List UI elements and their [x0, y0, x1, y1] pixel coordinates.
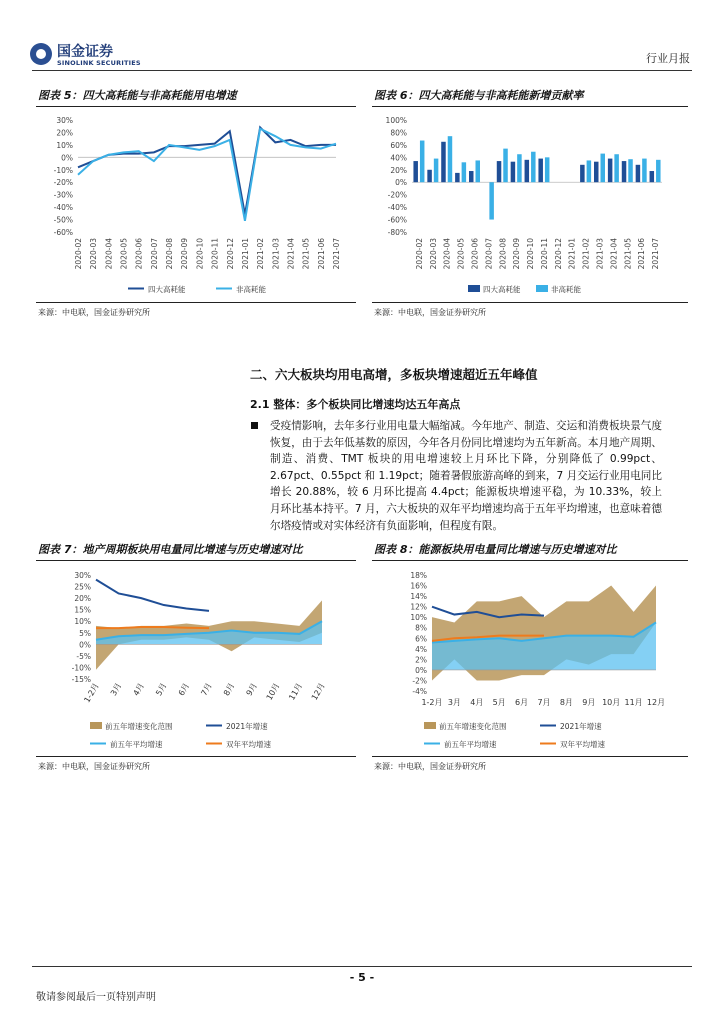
- fig7-xtick-label: 7月: [199, 681, 214, 698]
- bullet-square-icon: [251, 422, 258, 429]
- fig6-xtick-label: 2020-04: [442, 238, 452, 270]
- fig6-ytick-label: 60%: [390, 140, 407, 150]
- fig6-bar: [545, 157, 550, 182]
- fig7-xtick-label: 6月: [176, 681, 192, 698]
- fig7-ytick-label: -5%: [76, 651, 91, 661]
- fig5-ytick-label: -40%: [53, 203, 73, 213]
- fig6-chart: [372, 110, 688, 300]
- fig5-xtick-label: 2021-03: [271, 238, 281, 270]
- fig8-xtick-label: 1-2月: [421, 698, 443, 707]
- header-divider: [32, 70, 692, 71]
- fig7-ytick-label: 10%: [74, 617, 91, 627]
- fig5-chart: [36, 110, 356, 300]
- fig6-xtick-label: 2020-02: [414, 238, 424, 270]
- fig6-bar: [594, 162, 599, 183]
- logo-brand-en: SINOLINK SECURITIES: [57, 59, 141, 67]
- fig6-xtick-label: 2020-09: [512, 238, 522, 270]
- fig7-ytick-label: 25%: [74, 582, 91, 592]
- fig6-legend-swatch: [536, 285, 548, 292]
- fig7-xtick-label: 12月: [309, 681, 327, 702]
- fig7-chart: [36, 564, 356, 754]
- fig7-xtick-label: 11月: [287, 681, 305, 702]
- fig6-xtick-label: 2021-07: [651, 238, 661, 270]
- fig7-legend-label: 前五年平均增速: [110, 740, 163, 749]
- fig8-xtick-label: 10月: [602, 698, 621, 707]
- fig7-xtick-label: 1-2月: [82, 681, 101, 705]
- fig6-xtick-label: 2020-08: [498, 238, 508, 270]
- fig6-legend-label: 四大高耗能: [483, 285, 521, 294]
- subsection-title: 2.1 整体：多个板块同比增速均达五年高点: [250, 398, 461, 411]
- fig6-xtick-label: 2021-02: [581, 238, 591, 270]
- fig7-ytick-label: 20%: [74, 594, 91, 604]
- fig6-xtick-label: 2020-07: [484, 238, 494, 270]
- fig8-ytick-label: 16%: [410, 581, 427, 591]
- fig7-ytick-label: -10%: [71, 663, 91, 673]
- fig7-xtick-label: 9月: [244, 681, 259, 698]
- fig6-ytick-label: 20%: [390, 165, 407, 175]
- fig6-xtick-label: 2021-01: [567, 238, 577, 270]
- fig6-bar: [601, 154, 606, 183]
- fig8-xtick-label: 7月: [537, 698, 551, 707]
- fig6-ytick-label: 100%: [385, 116, 407, 125]
- fig8-source: 来源：中电联，国金证券研究所: [374, 762, 486, 771]
- fig7-xtick-label: 4月: [131, 681, 146, 698]
- fig5-xtick-label: 2020-09: [180, 238, 190, 270]
- fig5-xtick-label: 2021-02: [256, 238, 266, 270]
- fig6-source: 来源：中电联，国金证券研究所: [374, 308, 486, 317]
- fig6-bar: [427, 170, 432, 182]
- fig5-xtick-label: 2021-06: [316, 238, 326, 270]
- fig8-bottom-rule: [372, 756, 688, 757]
- fig5-legend-label: 四大高耗能: [148, 285, 186, 294]
- fig8-xtick-label: 4月: [470, 698, 484, 707]
- fig8-legend-label: 双年平均增速: [560, 740, 605, 749]
- fig5-xtick-label: 2021-05: [301, 238, 311, 270]
- fig6-bar: [614, 154, 619, 182]
- fig6-bar: [622, 161, 627, 182]
- fig5-xtick-label: 2021-01: [240, 238, 250, 270]
- fig5-xtick-label: 2020-11: [210, 238, 220, 270]
- fig6-bar: [441, 142, 446, 182]
- fig7-source: 来源：中电联，国金证券研究所: [38, 762, 150, 771]
- fig5-title: 图表 5：四大高耗能与非高耗能用电增速: [38, 89, 237, 102]
- logo-brand-cn: 国金证券: [57, 44, 113, 60]
- fig6-bar: [413, 161, 418, 182]
- fig5-xtick-label: 2021-04: [286, 238, 296, 270]
- fig8-ytick-label: 4%: [415, 644, 427, 654]
- fig7-bottom-rule: [36, 756, 356, 757]
- fig8-xtick-label: 11月: [624, 698, 643, 707]
- fig6-bar: [650, 171, 655, 182]
- fig5-xtick-label: 2020-10: [195, 238, 205, 270]
- fig5-xtick-label: 2020-05: [119, 238, 129, 270]
- section-title: 二、六大板块均用电高增，多板块增速超近五年峰值: [250, 367, 538, 382]
- fig6-ytick-label: -40%: [387, 203, 407, 213]
- fig6-legend-label: 非高耗能: [551, 285, 581, 294]
- fig5-series-line-1: [78, 127, 336, 214]
- fig8-ytick-label: 6%: [415, 634, 427, 644]
- fig6-bar: [517, 154, 522, 182]
- body-paragraph: 受疫情影响，去年多行业用电量大幅缩减。今年地产、制造、交运和消费板块景气度恢复，由于去年低基数的原因，今年各月份同比增速均为五年新高。本月地产周期、制造、消费、TMT 板块的用电增速较上月环比下降，分别降低了 0.99pct、2.67pct、0.55pct 和 1.19pct；随着暑假旅游高峰的到来，7 月交运行业用电同比增长 20.88%，较 6 月环比提高 4.4pct；能源板块增速平稳，为 10.33%，较上月环比基本持平。7 月，六大板块的双年平均增速均高于五年平均增速，也意味着德尔塔疫情或对实体经济有负面影响，但程度有限。: [270, 420, 662, 532]
- fig5-xtick-label: 2020-12: [225, 238, 235, 270]
- fig8-ytick-label: -2%: [412, 676, 427, 686]
- fig8-xtick-label: 8月: [559, 698, 573, 707]
- fig6-bar: [628, 159, 633, 182]
- fig6-bottom-rule: [372, 302, 688, 303]
- fig6-xtick-label: 2021-03: [595, 238, 605, 270]
- fig6-bar: [497, 161, 502, 182]
- fig5-ytick-label: -30%: [53, 190, 73, 200]
- fig7-ytick-label: 0%: [79, 640, 91, 650]
- fig8-xtick-label: 9月: [582, 698, 596, 707]
- fig7-xtick-label: 8月: [221, 681, 237, 698]
- fig6-title: 图表 6：四大高耗能与非高耗能新增贡献率: [374, 89, 584, 102]
- fig6-ytick-label: 40%: [390, 153, 407, 163]
- sinolink-logo: [30, 41, 150, 69]
- fig5-bottom-rule: [36, 302, 356, 303]
- fig5-xtick-label: 2020-04: [104, 238, 114, 270]
- fig6-bar: [511, 162, 516, 183]
- fig8-legend-swatch: [424, 722, 436, 729]
- fig6-bar: [525, 160, 530, 182]
- fig5-ytick-label: 20%: [56, 128, 73, 138]
- fig7-xtick-label: 3月: [108, 681, 124, 698]
- fig8-legend-label: 2021年增速: [560, 722, 602, 731]
- fig5-ytick-label: 10%: [56, 140, 73, 150]
- fig6-legend-swatch: [468, 285, 480, 292]
- fig6-bar: [636, 165, 641, 182]
- fig8-legend-label: 前五年增速变化范围: [439, 722, 507, 731]
- fig7-xtick-label: 5月: [154, 681, 169, 698]
- fig6-xtick-label: 2020-12: [553, 238, 563, 270]
- page-number: - 5 -: [349, 971, 375, 984]
- fig8-ytick-label: 8%: [415, 623, 427, 633]
- fig6-bar: [434, 159, 438, 183]
- fig6-bar: [538, 159, 543, 183]
- fig5-ytick-label: -10%: [53, 165, 73, 175]
- fig6-ytick-label: -20%: [387, 190, 407, 200]
- fig7-xtick-label: 10月: [264, 681, 282, 702]
- fig6-xtick-label: 2021-05: [623, 238, 633, 270]
- fig8-chart: [372, 564, 688, 754]
- fig6-xtick-label: 2020-05: [456, 238, 466, 270]
- fig6-bar: [503, 149, 508, 183]
- footer-divider: [32, 966, 692, 967]
- fig5-xtick-label: 2020-08: [165, 238, 175, 270]
- fig8-xtick-label: 12月: [646, 698, 666, 707]
- fig6-bar: [587, 160, 592, 182]
- fig7-legend-swatch: [90, 722, 102, 729]
- fig5-ytick-label: 0%: [61, 153, 73, 163]
- fig6-ytick-label: 0%: [395, 178, 407, 188]
- fig6-ytick-label: -80%: [387, 228, 407, 237]
- fig7-ytick-label: 15%: [74, 605, 91, 615]
- document-type-label: 行业月报: [646, 52, 690, 65]
- fig8-ytick-label: 18%: [410, 571, 427, 580]
- fig7-legend-label: 前五年增速变化范围: [105, 722, 173, 731]
- fig6-xtick-label: 2020-10: [526, 238, 536, 270]
- fig5-source: 来源：中电联，国金证券研究所: [38, 308, 150, 317]
- disclaimer-note: 敬请参阅最后一页特别声明: [36, 992, 156, 1003]
- fig5-xtick-label: 2020-02: [74, 238, 83, 270]
- logo-mark-icon: [30, 43, 52, 65]
- fig6-bar: [455, 173, 460, 182]
- fig8-ytick-label: 12%: [410, 602, 427, 612]
- fig5-legend-label: 非高耗能: [236, 285, 266, 294]
- fig8-legend-label: 前五年平均增速: [444, 740, 497, 749]
- fig6-bar: [476, 160, 481, 182]
- fig7-title-rule: [36, 560, 356, 561]
- fig6-xtick-label: 2021-06: [637, 238, 647, 270]
- fig6-bar: [462, 162, 467, 182]
- fig6-bar: [531, 152, 536, 182]
- fig6-xtick-label: 2020-03: [428, 238, 438, 270]
- fig5-ytick-label: -60%: [53, 228, 73, 237]
- fig8-title: 图表 8：能源板块用电量同比增速与历史增速对比: [374, 543, 617, 556]
- fig6-xtick-label: 2020-11: [539, 238, 549, 270]
- fig7-ytick-label: 5%: [79, 628, 91, 638]
- fig6-xtick-label: 2021-04: [609, 238, 619, 270]
- fig7-ytick-label: -15%: [71, 675, 91, 684]
- fig5-ytick-label: -20%: [53, 178, 73, 188]
- fig5-ytick-label: 30%: [56, 116, 73, 125]
- fig8-xtick-label: 5月: [492, 698, 506, 707]
- fig5-xtick-label: 2020-03: [89, 238, 99, 270]
- fig7-series-line-1: [96, 580, 209, 611]
- fig6-bar: [489, 182, 494, 219]
- fig7-series-line-3: [96, 627, 209, 628]
- fig8-title-rule: [372, 560, 688, 561]
- fig5-xtick-label: 2020-06: [134, 238, 144, 270]
- fig8-ytick-label: 0%: [415, 665, 427, 675]
- fig5-ytick-label: -50%: [53, 215, 73, 225]
- fig6-bar: [642, 159, 647, 183]
- fig6-title-rule: [372, 106, 688, 107]
- fig6-xtick-label: 2020-06: [470, 238, 480, 270]
- fig6-ytick-label: -60%: [387, 215, 407, 225]
- fig6-bar: [608, 159, 613, 183]
- fig5-xtick-label: 2021-07: [332, 238, 341, 270]
- fig6-bar: [656, 160, 661, 182]
- fig6-ytick-label: 80%: [390, 128, 407, 138]
- fig6-bar: [580, 165, 585, 182]
- fig8-ytick-label: 2%: [415, 655, 427, 665]
- fig7-legend-label: 2021年增速: [226, 722, 268, 731]
- fig5-title-rule: [36, 106, 356, 107]
- fig5-xtick-label: 2020-07: [149, 238, 159, 270]
- fig7-legend-label: 双年平均增速: [226, 740, 271, 749]
- fig6-bar: [469, 171, 474, 182]
- fig7-ytick-label: 30%: [74, 571, 91, 580]
- fig6-bar: [448, 136, 453, 182]
- fig8-ytick-label: 10%: [410, 613, 427, 623]
- fig8-xtick-label: 6月: [515, 698, 529, 707]
- fig6-bar: [420, 141, 425, 183]
- fig8-ytick-label: 14%: [410, 592, 427, 602]
- fig8-ytick-label: -4%: [412, 687, 427, 696]
- fig8-xtick-label: 3月: [447, 698, 461, 707]
- fig7-title: 图表 7：地产周期板块用电量同比增速与历史增速对比: [38, 543, 303, 556]
